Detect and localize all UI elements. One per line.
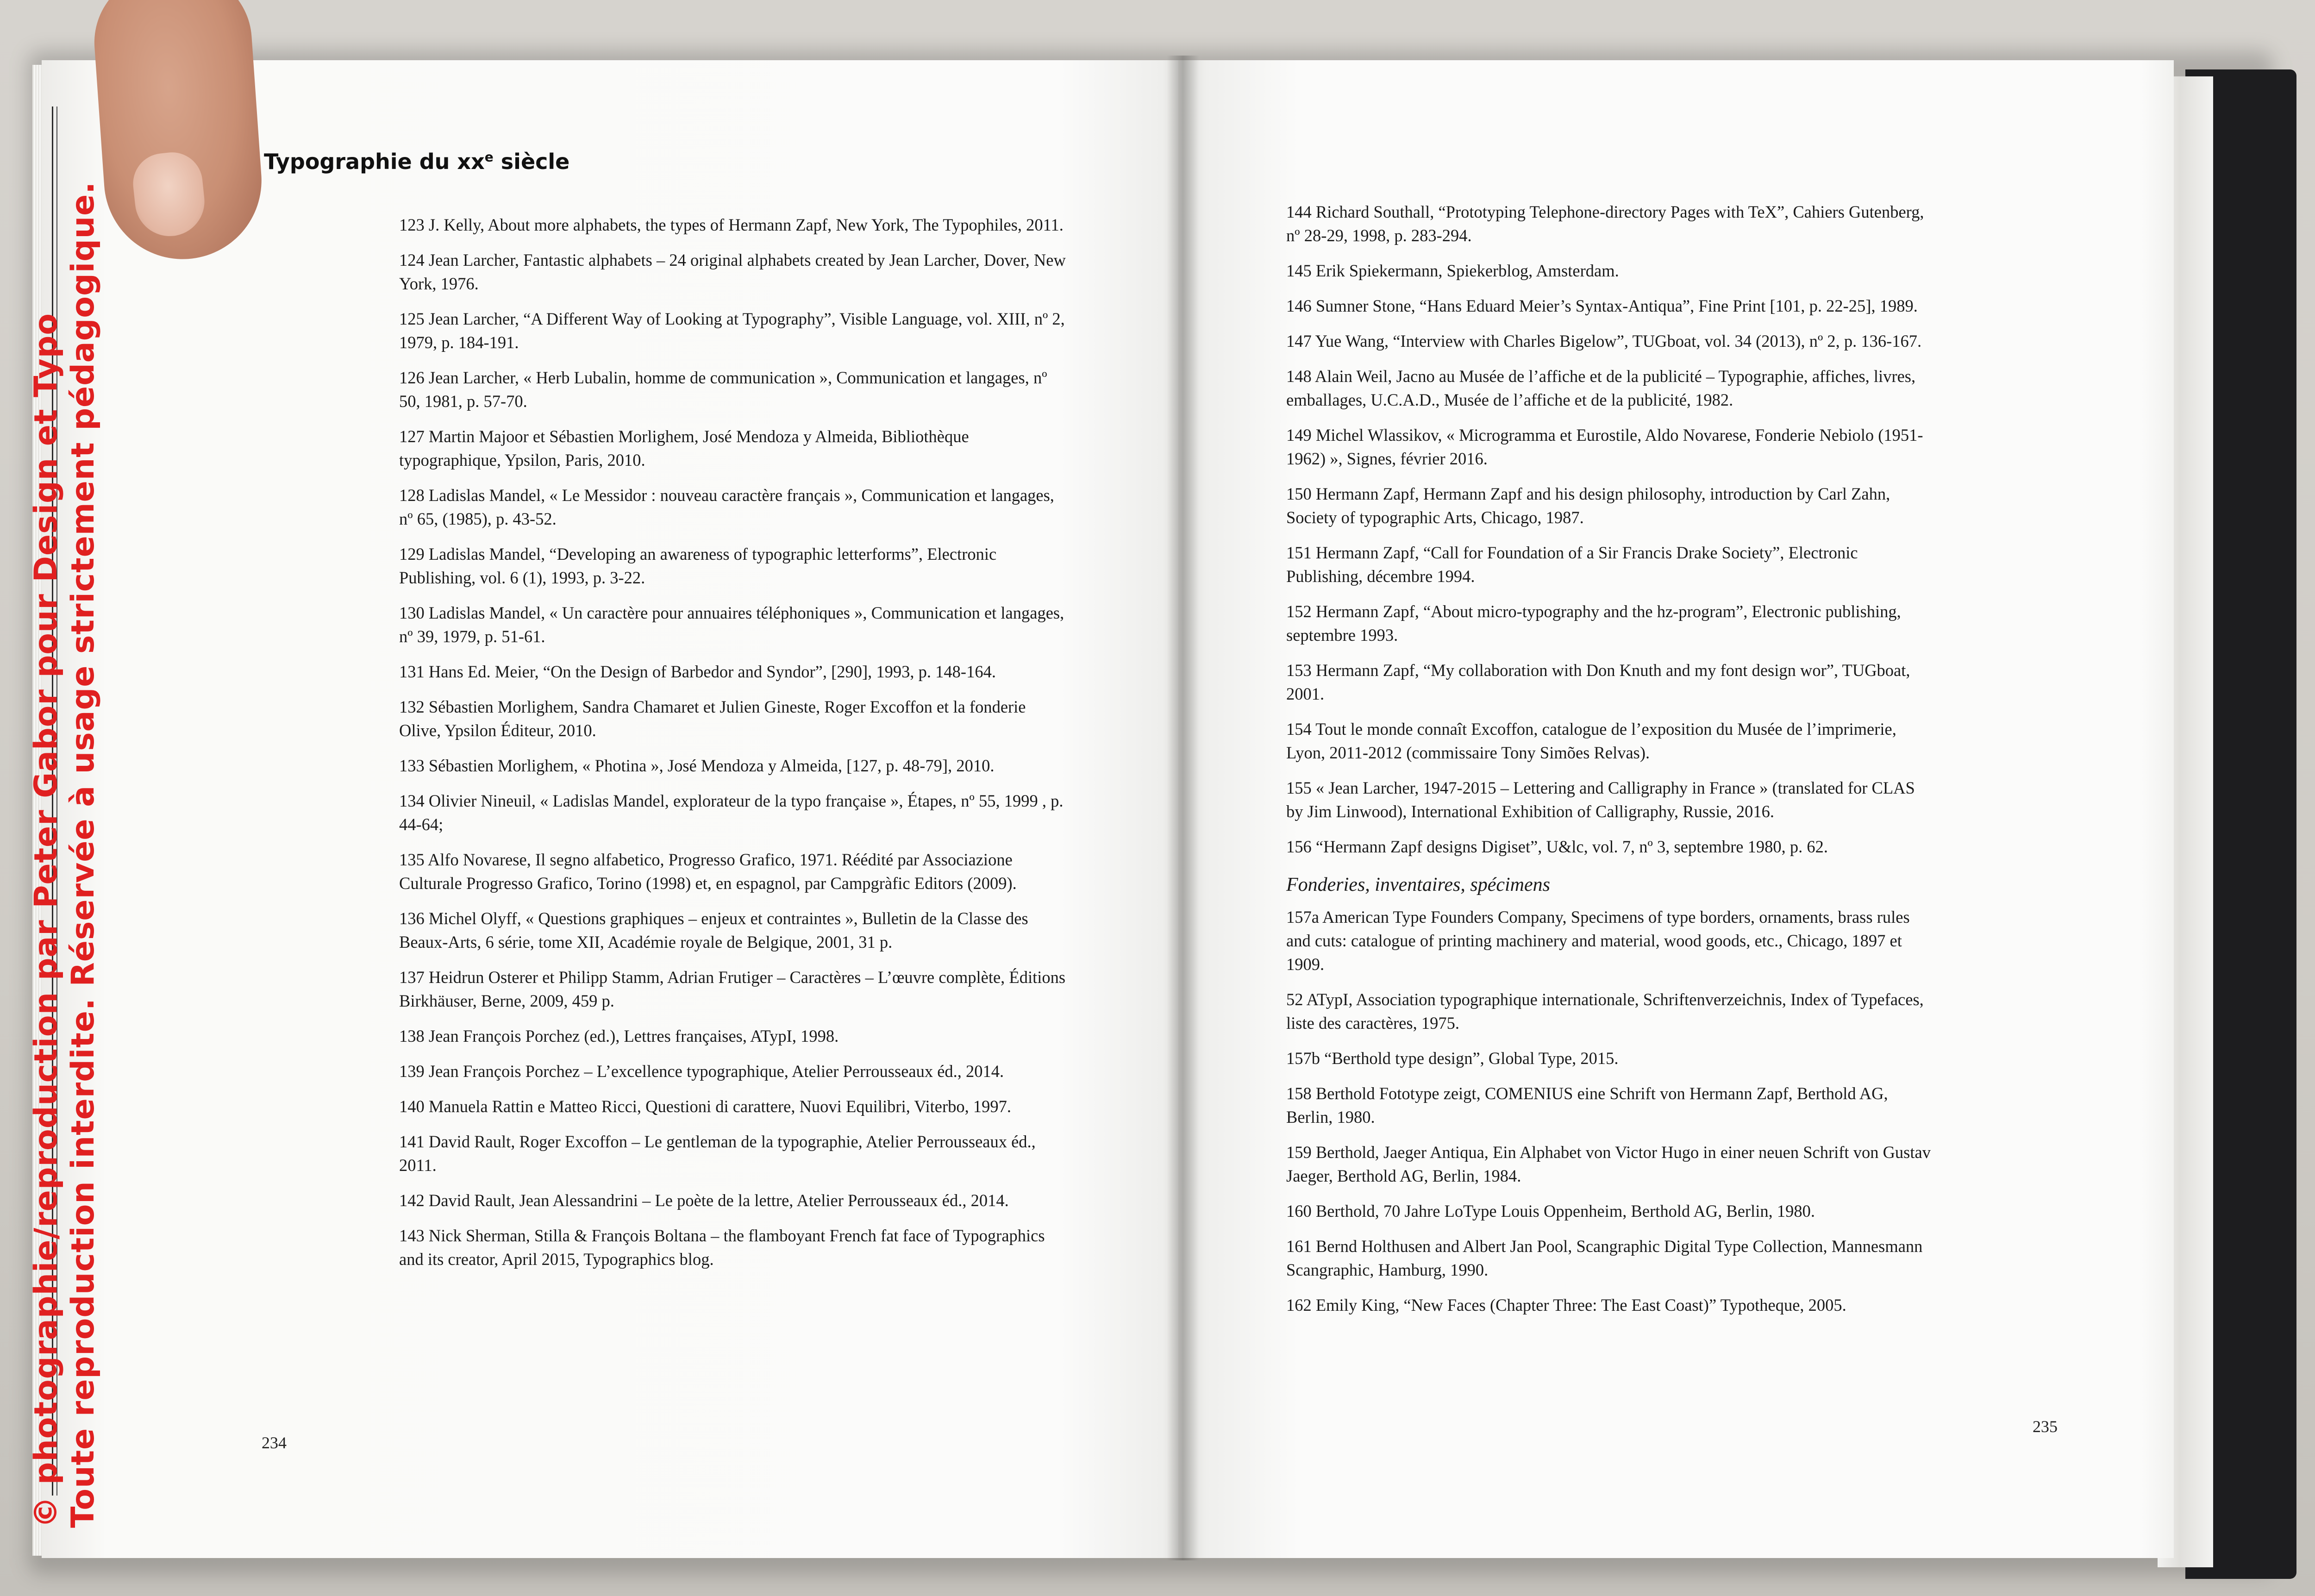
bib-entry: 139 Jean François Porchez – L’excellence typographique, Atelier Perrousseaux éd., 2014. [399, 1062, 1004, 1081]
bib-entry: 154 Tout le monde connaît Excoffon, catalogue de l’exposition du Musée de l’imprimerie, Lyon, 2011-2012 (commissaire Tony Simões Relvas). [1286, 720, 1896, 762]
bib-entry: 129 Ladislas Mandel, “Developing an awareness of typographic letterforms”, Electronic Publishing, vol. 6 (1), 1993, p. 3-22. [399, 545, 997, 587]
bib-entry: 155 « Jean Larcher, 1947-2015 – Lettering and Calligraphy in France » (translated for CLAS by Jim Linwood), International Exhibition of Calligraphy, Russie, 2016. [1286, 778, 1915, 821]
copyright-watermark [28, 46, 106, 1528]
bib-entry: 144 Richard Southall, “Prototyping Telephone-directory Pages with TeX”, Cahiers Gutenberg, nº 28-29, 1998, p. 283-294. [1286, 202, 1924, 245]
running-head: Typographie du $xx^e$ siècle [264, 149, 570, 174]
bib-entry: 135 Alfo Novarese, Il segno alfabetico, Progresso Grafico, 1971. Réédité par Associazione Culturale Progresso Grafico, Torino (1998) et, en espagnol, par Campgràfic Editors (2009). [399, 850, 1017, 893]
bib-entry: 160 Berthold, 70 Jahre LoType Louis Oppenheim, Berthold AG, Berlin, 1980. [1286, 1202, 1815, 1220]
section-heading: Fonderies, inventaires, spécimens [1286, 874, 1550, 895]
watermark-line-2: Toute reproduction interdite. Réservée à usage strictement pédagogique. [65, 181, 101, 1528]
bib-entry: 153 Hermann Zapf, “My collaboration with Don Knuth and my font design wor”, TUGboat, 2001. [1286, 661, 1910, 703]
bib-entry: 161 Bernd Holthusen and Albert Jan Pool, Scangraphic Digital Type Collection, Mannesmann Scangraphic, Hamburg, 1990. [1286, 1237, 1923, 1279]
bib-entry: 132 Sébastien Morlighem, Sandra Chamaret et Julien Gineste, Roger Excoffon et la fonderie Olive, Ypsilon Éditeur, 2010. [399, 697, 1026, 740]
bib-entry: 157b “Berthold type design”, Global Type, 2015. [1286, 1049, 1619, 1068]
bib-entry: 145 Erik Spiekermann, Spiekerblog, Amsterdam. [1286, 261, 1619, 280]
bib-entry: 138 Jean François Porchez (ed.), Lettres françaises, ATypI, 1998. [399, 1026, 839, 1045]
bib-entry: 133 Sébastien Morlighem, « Photina », José Mendoza y Almeida, [127, p. 48-79], 2010. [399, 756, 995, 775]
bib-entry: 149 Michel Wlassikov, « Microgramma et Eurostile, Aldo Novarese, Fonderie Nebiolo (1951-1962) », Signes, février 2016. [1286, 426, 1923, 468]
bib-entry: 130 Ladislas Mandel, « Un caractère pour annuaires téléphoniques », Communication et langages, nº 39, 1979, p. 51-61. [399, 603, 1064, 646]
bib-entry: 127 Martin Majoor et Sébastien Morlighem, José Mendoza y Almeida, Bibliothèque typographique, Ypsilon, Paris, 2010. [399, 427, 969, 469]
bib-entry: 126 Jean Larcher, « Herb Lubalin, homme de communication », Communication et langages, nº 50, 1981, p. 57-70. [399, 368, 1047, 411]
bib-entry: 148 Alain Weil, Jacno au Musée de l’affiche et de la publicité – Typographie, affiches, livres, emballages, U.C.A.D., Musée de l’affiche et de la publicité, 1982. [1286, 367, 1916, 409]
bib-entry: 142 David Rault, Jean Alessandrini – Le poète de la lettre, Atelier Perrousseaux éd., 2014. [399, 1191, 1009, 1210]
bib-entry: 141 David Rault, Roger Excoffon – Le gentleman de la typographie, Atelier Perrousseaux éd., 2011. [399, 1132, 1036, 1175]
bib-entry: 131 Hans Ed. Meier, “On the Design of Barbedor and Syndor”, [290], 1993, p. 148-164. [399, 662, 996, 681]
page-number-right: 235 [2033, 1417, 2058, 1436]
bib-entry: 143 Nick Sherman, Stilla & François Boltana – the flamboyant French fat face of Typographics and its creator, April 2015, Typographics blog. [399, 1226, 1045, 1269]
bib-entry: 147 Yue Wang, “Interview with Charles Bigelow”, TUGboat, vol. 34 (2013), nº 2, p. 136-167. [1286, 332, 1922, 350]
bib-entry: 156 “Hermann Zapf designs Digiset”, U&lc, vol. 7, nº 3, septembre 1980, p. 62. [1286, 837, 1828, 856]
bib-entry: 151 Hermann Zapf, “Call for Foundation of a Sir Francis Drake Society”, Electronic Publishing, décembre 1994. [1286, 543, 1858, 586]
bib-entry: 123 J. Kelly, About more alphabets, the types of Hermann Zapf, New York, The Typophiles, 2011. [399, 215, 1064, 234]
bib-entry: 124 Jean Larcher, Fantastic alphabets – 24 original alphabets created by Jean Larcher, Dover, New York, 1976. [399, 250, 1066, 293]
watermark-line-1: © photographie/reproduction par Peter Gabor pour Design et Typo [28, 313, 64, 1528]
bib-entry: 137 Heidrun Osterer et Philipp Stamm, Adrian Frutiger – Caractères – L’œuvre complète, Éditions Birkhäuser, Berne, 2009, 459 p. [399, 968, 1066, 1010]
page-number-left: 234 [262, 1433, 287, 1452]
bib-entry: 158 Berthold Fototype zeigt, COMENIUS eine Schrift von Hermann Zapf, Berthold AG, Berlin, 1980. [1286, 1084, 1888, 1127]
left-bibliography-column [399, 213, 1066, 1283]
bib-entry: 128 Ladislas Mandel, « Le Messidor : nouveau caractère français », Communication et langages, nº 65, (1985), p. 43-52. [399, 486, 1054, 528]
bib-entry: 136 Michel Olyff, « Questions graphiques – enjeux et contraintes », Bulletin de la Classe des Beaux-Arts, 6 série, tome XII, Académie royale de Belgique, 2001, 31 p. [399, 909, 1028, 951]
bib-entry: 159 Berthold, Jaeger Antiqua, Ein Alphabet von Victor Hugo in einer neuen Schrift von Gustav Jaeger, Berthold AG, Berlin, 1984. [1286, 1143, 1931, 1185]
bib-entry: 146 Sumner Stone, “Hans Eduard Meier’s Syntax-Antiqua”, Fine Print [101, p. 22-25], 1989. [1286, 296, 1918, 315]
bib-entry: 157a American Type Founders Company, Specimens of type borders, ornaments, brass rules and cuts: catalogue of printing machinery and material, wood goods, etc., Chicago, 1897 et 1909. [1286, 908, 1910, 974]
bib-entry: 162 Emily King, “New Faces (Chapter Three: The East Coast)” Typotheque, 2005. [1286, 1296, 1846, 1314]
bib-entry: 125 Jean Larcher, “A Different Way of Looking at Typography”, Visible Language, vol. XIII, nº 2, 1979, p. 184-191. [399, 309, 1065, 352]
right-bibliography-column [1286, 200, 1934, 1328]
bib-entry: 140 Manuela Rattin e Matteo Ricci, Questioni di carattere, Nuovi Equilibri, Viterbo, 1997. [399, 1097, 1011, 1116]
bib-entry: 150 Hermann Zapf, Hermann Zapf and his design philosophy, introduction by Carl Zahn, Society of typographic Arts, Chicago, 1987. [1286, 484, 1890, 527]
bib-entry: 52 ATypI, Association typographique internationale, Schriftenverzeichnis, Index of Typefaces, liste des caractères, 1975. [1286, 990, 1924, 1033]
book-gutter [1167, 56, 1199, 1560]
bib-entry: 134 Olivier Nineuil, « Ladislas Mandel, explorateur de la typo française », Étapes, nº 55, 1999 , p. 44-64; [399, 791, 1064, 834]
bib-entry: 152 Hermann Zapf, “About micro-typography and the hz-program”, Electronic publishing, septembre 1993. [1286, 602, 1901, 645]
